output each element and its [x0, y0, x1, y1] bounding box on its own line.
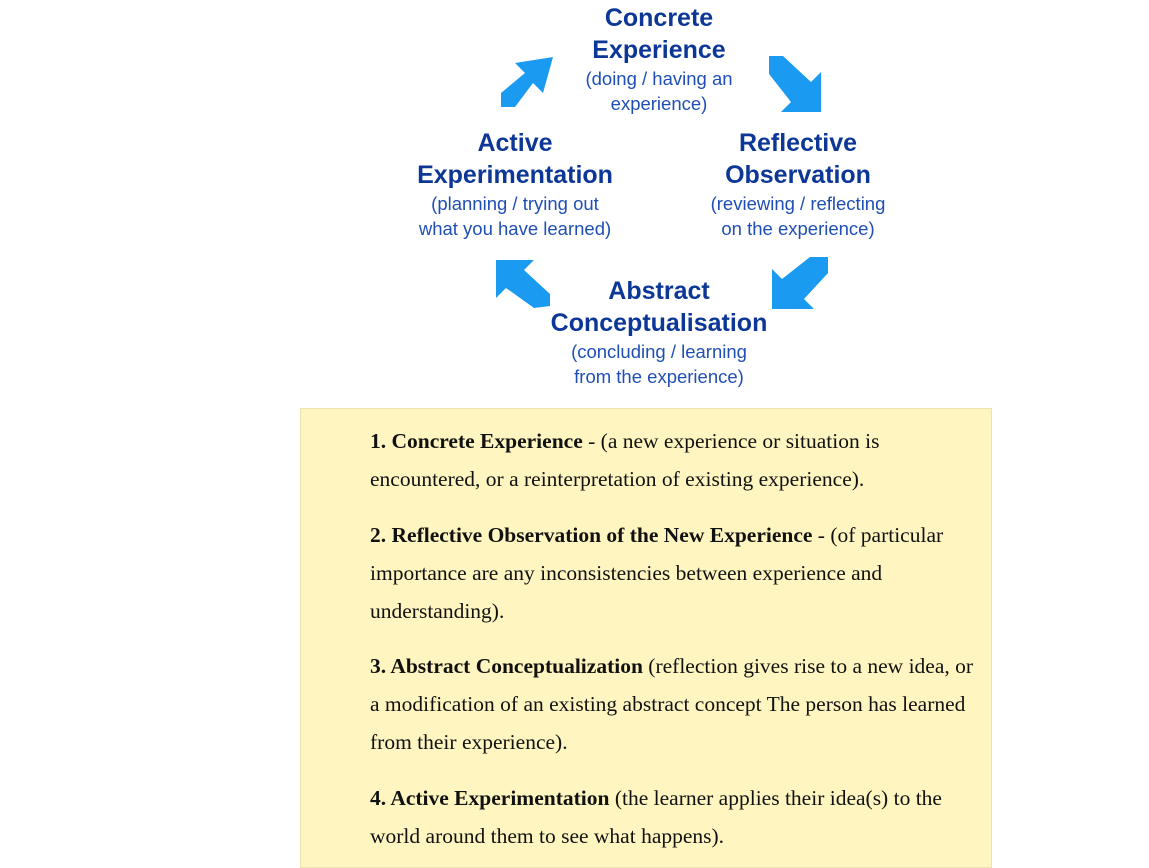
stage-title: Reflective — [738, 129, 858, 157]
stage-description: what you have learned) — [418, 218, 612, 239]
list-item — [370, 779, 975, 855]
arrow-up-right-icon — [493, 53, 563, 123]
item-text: (reflection gives rise to a new idea, or a modification of an existing abstract concept The person has learned from their experience). — [370, 654, 974, 754]
stage-title: Concrete — [604, 4, 714, 32]
stage-reflective-observation — [673, 127, 923, 241]
arrow-down-left-icon — [764, 253, 834, 323]
stage-description: (reviewing / reflecting — [710, 193, 886, 214]
item-heading: 3. Abstract Conceptualization — [370, 654, 643, 678]
stage-title: Observation — [725, 161, 871, 189]
item-heading: 1. Concrete Experience — [370, 429, 583, 453]
stage-title: Experimentation — [417, 161, 613, 189]
arrow-down-right-icon — [763, 50, 833, 120]
list-item — [370, 422, 975, 498]
stage-active-experimentation — [385, 127, 645, 241]
stage-concrete-experience — [539, 2, 779, 116]
stage-descriptions-panel — [300, 408, 992, 868]
item-text: (the learner applies their idea(s) to the world around them to see what happens). — [370, 786, 942, 848]
list-item — [370, 516, 975, 630]
stage-description: (planning / trying out — [431, 193, 599, 214]
stage-title: Conceptualisation — [550, 309, 768, 337]
learning-cycle-diagram — [0, 0, 1149, 400]
stage-description: from the experience) — [574, 366, 744, 387]
stage-description: (concluding / learning — [571, 341, 747, 362]
arrow-up-left-icon — [492, 250, 562, 320]
item-heading: 2. Reflective Observation of the New Experience — [370, 523, 813, 547]
stage-title: Active — [477, 129, 553, 157]
stage-title: Abstract — [608, 277, 710, 305]
list-item — [370, 647, 975, 761]
stage-description: (doing / having an — [585, 68, 733, 89]
item-text: - (a new experience or situation is encountered, or a reinterpretation of existing experience). — [370, 429, 880, 491]
stage-description: on the experience) — [721, 218, 875, 239]
stage-title: Experience — [592, 36, 726, 64]
item-text: - (of particular importance are any inconsistencies between experience and understanding). — [370, 523, 944, 623]
stage-description: experience) — [610, 93, 708, 114]
item-heading: 4. Active Experimentation — [370, 786, 610, 810]
